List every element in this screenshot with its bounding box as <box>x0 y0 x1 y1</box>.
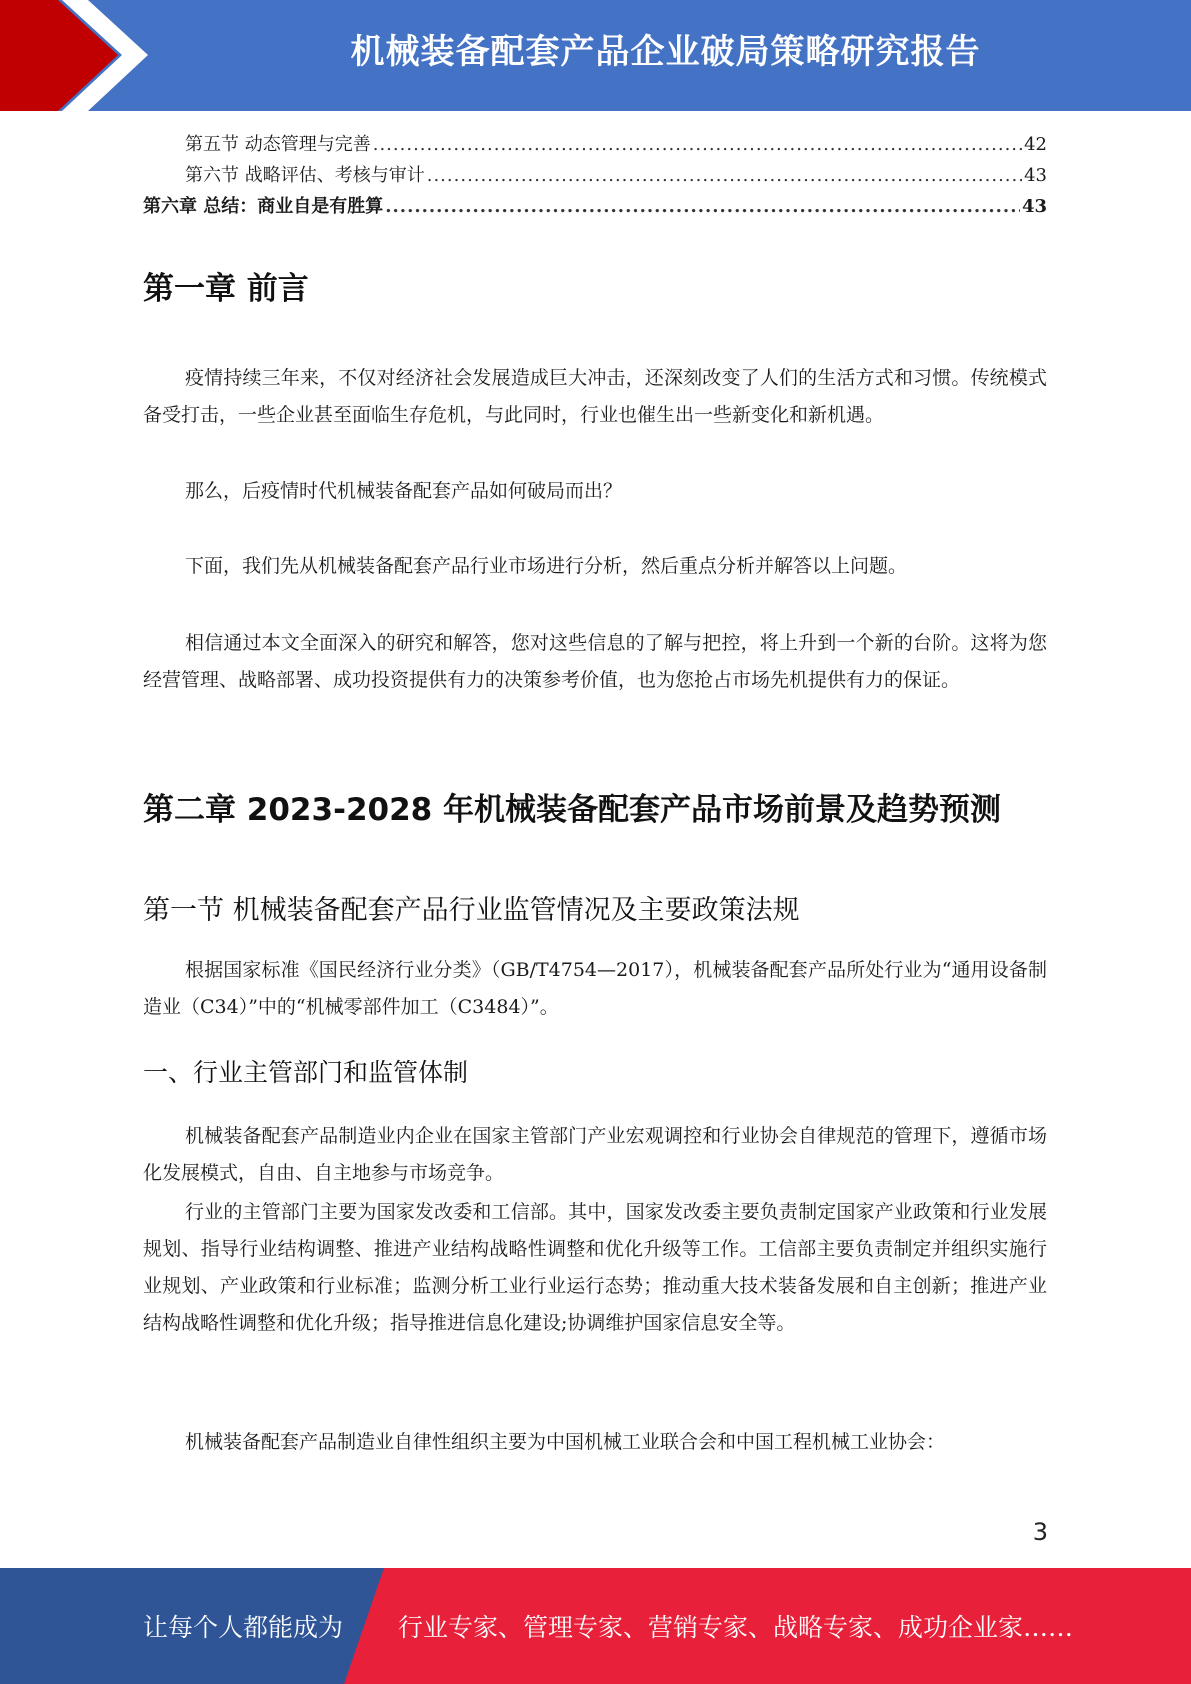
chapter2-heading: 第二章 2023-2028 年机械装备配套产品市场前景及趋势预测 <box>143 792 1002 828</box>
toc-entry-page: 42 <box>1024 134 1047 155</box>
chapter1-heading: 第一章 前言 <box>143 271 309 307</box>
subsection1-paragraph: 机械装备配套产品制造业自律性组织主要为中国机械工业联合会和中国工程机械工业协会： <box>185 1431 946 1453</box>
toc-entry[interactable] <box>143 161 1047 192</box>
subsection1-paragraph: 行业的主管部门主要为国家发改委和工信部。其中，国家发改委主要负责制定国家产业政策和行业发展规划、指导行业结构调整、推进产业结构战略性调整和优化升级等工作。工信部主要负责制定并组织实施行业规划、产业政策和行业标准；监测分析工业行业运行态势；推动重大技术装备发展和自主创新；推进产业结构战略性调整和优化升级；指导推进信息化建设;协调维护国家信息安全等。 <box>143 1201 1047 1334</box>
page-number: 3 <box>1032 1518 1048 1546</box>
report-title: 机械装备配套产品企业破局策略研究报告 <box>350 32 981 72</box>
subsection1-heading: 一、行业主管部门和监管体制 <box>143 1058 469 1087</box>
toc-leader <box>385 196 1020 217</box>
toc-entry[interactable] <box>143 130 1047 161</box>
table-of-contents <box>143 130 1047 223</box>
toc-entry-page: 43 <box>1024 165 1047 186</box>
page-header <box>0 0 1191 111</box>
chapter1-paragraph: 那么，后疫情时代机械装备配套产品如何破局而出？ <box>185 480 623 502</box>
section1-paragraph: 根据国家标准《国民经济行业分类》（GB/T4754—2017），机械装备配套产品所处行业为“通用设备制造业（C34）”中的“机械零部件加工（C3484）”。 <box>143 959 1047 1018</box>
toc-entry-label: 第六章 总结：商业自是有胜算 <box>143 196 384 217</box>
chapter1-paragraph: 相信通过本文全面深入的研究和解答，您对这些信息的了解与把控，将上升到一个新的台阶。这将为您经营管理、战略部署、成功投资提供有力的决策参考价值，也为您抢占市场先机提供有力的保证。 <box>143 632 1047 691</box>
footer-slogan-left: 让每个人都能成为 <box>143 1613 344 1642</box>
subsection1-paragraph: 机械装备配套产品制造业内企业在国家主管部门产业宏观调控和行业协会自律规范的管理下，遵循市场化发展模式，自由、自主地参与市场竞争。 <box>143 1125 1047 1184</box>
toc-entry[interactable] <box>143 192 1047 223</box>
toc-entry-page: 43 <box>1021 196 1047 217</box>
chapter1-paragraph: 疫情持续三年来，不仅对经济社会发展造成巨大冲击，还深刻改变了人们的生活方式和习惯。传统模式备受打击，一些企业甚至面临生存危机，与此同时，行业也催生出一些新变化和新机遇。 <box>143 367 1047 426</box>
section1-heading: 第一节 机械装备配套产品行业监管情况及主要政策法规 <box>143 895 800 926</box>
toc-entry-label: 第五节 动态管理与完善 <box>185 134 371 155</box>
toc-entry-label: 第六节 战略评估、考核与审计 <box>185 165 425 186</box>
toc-leader <box>427 165 1022 186</box>
toc-leader <box>373 134 1022 155</box>
chapter1-paragraph: 下面，我们先从机械装备配套产品行业市场进行分析，然后重点分析并解答以上问题。 <box>185 555 908 577</box>
page-footer <box>0 1568 1191 1684</box>
footer-slogan-right: 行业专家、管理专家、营销专家、战略专家、成功企业家…… <box>398 1613 1074 1642</box>
